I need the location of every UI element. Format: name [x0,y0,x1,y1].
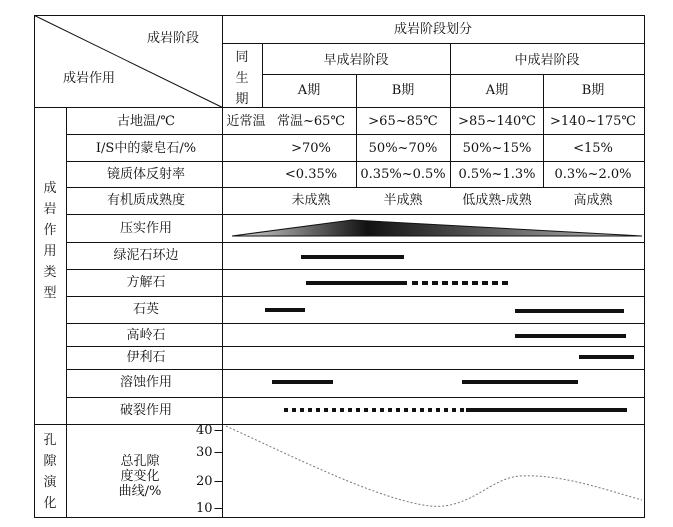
process-label-fracturing: 破裂作用 [119,403,173,418]
paleotemp-value: 常温~65℃ [277,114,345,129]
porosity-tick-label: 10 [196,501,213,516]
vitrinite-value: 0.3%~2.0% [554,167,632,182]
paleotemp-value: 近常温 [226,114,266,129]
early-a-header: A期 [297,83,321,98]
process-label-quartz: 石英 [132,302,160,317]
maturity-value: 高成熟 [573,193,613,208]
vitrinite-value: <0.35% [284,167,338,182]
middle-b-header: B期 [581,83,605,98]
maturity-value: 低成熟-成熟 [462,193,532,208]
diagenesis-type-side-label: 成岩作用类型 [43,181,57,301]
pore-evolution-side-label: 孔隙演化 [43,433,57,511]
maturity-label: 有机质成熟度 [106,193,186,208]
process-label-illite: 伊利石 [126,350,166,365]
paleotemp-value: >65~85℃ [368,114,438,129]
process-label-calcite: 方解石 [126,275,166,290]
paleotemp-value: >85~140℃ [458,114,536,129]
porosity-tick-label: 20 [196,474,213,489]
syngenetic-header: 同生期 [235,50,249,107]
vitrinite-value: 0.5%~1.3% [458,167,536,182]
porosity-tick-label: 30 [196,445,213,460]
maturity-value: 未成熟 [291,193,331,208]
porosity-label-line: 度变化 [120,469,160,484]
stage-division-title: 成岩阶段划分 [393,22,473,37]
porosity-label-line: 曲线/% [118,484,162,499]
smectite-value: <15% [573,141,613,156]
process-label-chlorite-rim: 绿泥石环边 [113,248,179,263]
paleotemp-label: 古地温/℃ [117,114,175,129]
smectite-value: 50%~15% [462,141,532,156]
middle-a-header: A期 [485,83,509,98]
process-label-dissolution: 溶蚀作用 [119,375,173,390]
corner-process-label: 成岩作用 [63,71,116,86]
smectite-label: I/S中的蒙皂石/% [95,141,197,156]
compaction-wedge [232,220,642,236]
middle-stage-header: 中成岩阶段 [514,53,580,68]
process-label-compaction: 压实作用 [119,221,173,236]
vitrinite-label: 镜质体反射率 [106,167,186,182]
porosity-tick-label: 40 [196,423,213,438]
early-stage-header: 早成岩阶段 [323,53,389,68]
process-label-kaolinite: 高岭石 [126,328,166,343]
porosity-label-line: 总孔隙 [120,454,160,469]
smectite-value: >70% [291,141,331,156]
vitrinite-value: 0.35%~0.5% [360,167,446,182]
paleotemp-value: >140~175℃ [550,114,636,129]
early-b-header: B期 [391,83,415,98]
smectite-value: 50%~70% [368,141,438,156]
corner-stage-label: 成岩阶段 [147,31,200,46]
porosity-curve [226,426,642,506]
maturity-value: 半成熟 [383,193,423,208]
